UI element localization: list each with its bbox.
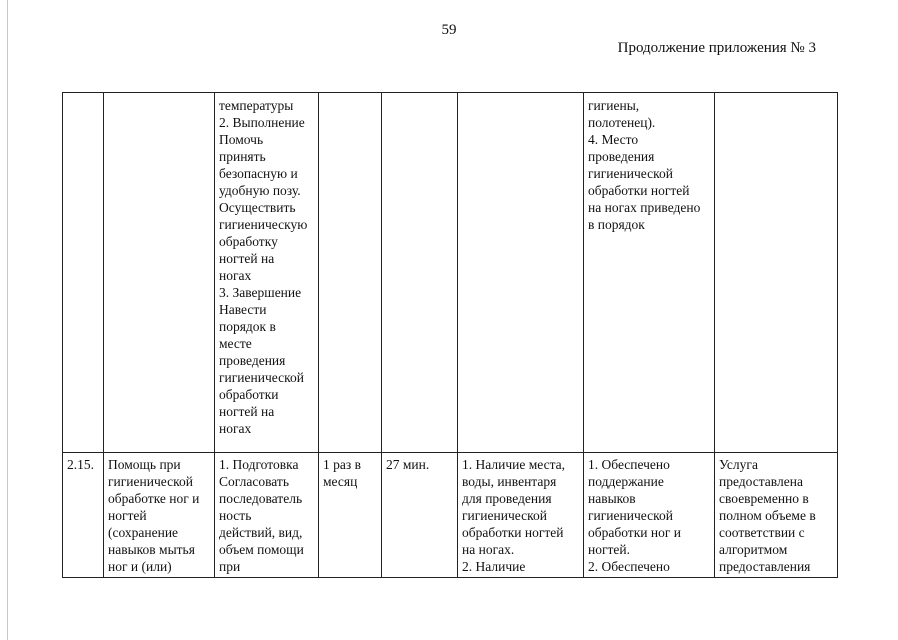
cell-duration [382,93,458,453]
cell-number [63,453,104,578]
table-row-continuation [63,93,838,453]
row-number-text: 2.15. [67,457,94,472]
procedure-text: 1. Подготовка Согласовать последователь ность действий, вид, объем помощи при [219,457,304,574]
cell-procedure [215,93,319,453]
cell-conditions [458,93,584,453]
frequency-text: 1 раз в месяц [323,457,361,489]
cell-frequency [319,453,382,578]
scan-margin-line [7,0,8,640]
duration-text: 27 мин. [386,457,430,472]
cell-quality [584,453,715,578]
cell-quality [584,93,715,453]
result-text: Услуга предоставлена своевременно в полном объеме в соответствии с алгоритмом предоставления [719,457,816,574]
cell-result [715,93,838,453]
cell-service-name [104,453,215,578]
quality-text: 1. Обеспечено поддержание навыков гигиенической обработки ног и ногтей. 2. Обеспечено [588,457,681,574]
cell-service-name [104,93,215,453]
cell-conditions [458,453,584,578]
cell-frequency [319,93,382,453]
cell-duration [382,453,458,578]
conditions-text: 1. Наличие места, воды, инвентаря для проведения гигиенической обработки ногтей на ногах. 2. Наличие [462,457,565,574]
procedure-text: температуры 2. Выполнение Помочь принять безопасную и удобную позу. Осуществить гигиеническую обработку ногтей на ногах 3. Завершение Навести порядок в месте проведения гигиенической обработки ногтей на ногах [219,98,308,436]
service-name-text: Помощь при гигиенической обработке ног и ногтей (сохранение навыков мытья ног и (или) [108,457,200,574]
cell-number [63,93,104,453]
services-table [62,92,838,578]
quality-text: гигиены, полотенец). 4. Место проведения гигиенической обработки ногтей на ногах приведено в порядок [588,98,701,232]
cell-procedure [215,453,319,578]
appendix-continuation-title: Продолжение приложения № 3 [617,40,816,56]
table-row-2-15 [63,453,838,578]
cell-result [715,453,838,578]
page-number: 59 [441,22,457,38]
